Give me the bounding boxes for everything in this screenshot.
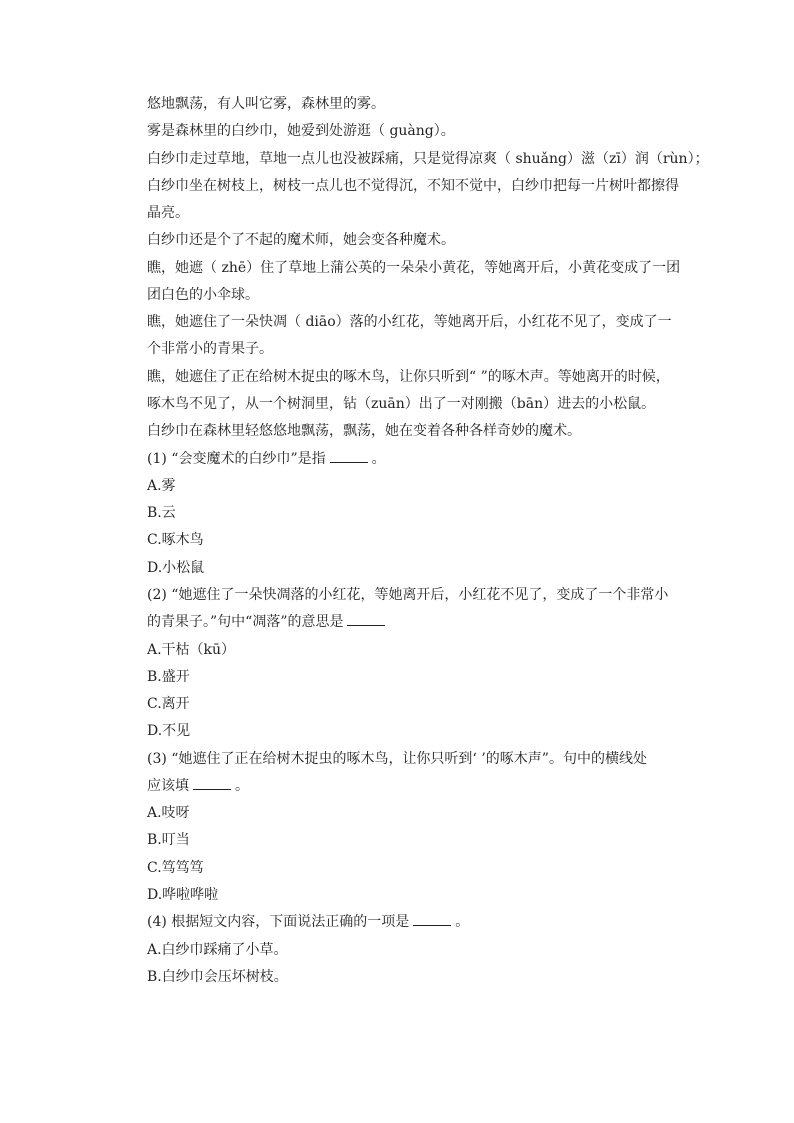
passage-line: 白纱巾在森林里轻悠悠地飘荡，飘荡，她在变着各种各样奇妙的魔术。 [147,423,581,439]
passage-line: 白纱巾走过草地，草地一点儿也没被踩痛，只是觉得凉爽（ shuǎng）滋（zī）润（rùn）； [147,151,709,167]
question-2-option-d: D.不见 [147,723,191,739]
question-4-option-b: B.白纱巾会压坏树枝。 [147,969,288,985]
answer-blank[interactable] [330,450,368,463]
passage-line: 悠地飘荡，有人叫它雾，森林里的雾。 [147,96,385,112]
question-1-option-a: A.雾 [147,478,176,494]
question-3-stem-line-1: (3) “她遮住了正在给树木捉虫的啄木鸟，让你只听到‘ ’的啄木声”。句中的横线处 [147,751,647,767]
passage-line: 个非常小的青果子。 [147,341,273,357]
passage-line: 啄木鸟不见了，从一个树洞里，钻（zuān）出了一对刚搬（bān）进去的小松鼠。 [147,396,656,412]
question-2-option-c: C.离开 [147,696,190,712]
question-3-option-c: C.笃笃笃 [147,860,204,876]
question-1-stem: (1) “会变魔术的白纱巾”是指 。 [147,451,386,467]
passage-line: 雾是森林里的白纱巾，她爱到处游逛（ guàng）。 [147,123,455,139]
passage-line: 瞧，她遮住了正在给树木捉虫的啄木鸟，让你只听到“ ”的啄木声。等她离开的时候， [147,369,670,385]
passage-line: 晶亮。 [147,205,189,221]
answer-blank[interactable] [413,913,451,926]
question-1-option-d: D.小松鼠 [147,560,205,576]
question-3-option-d: D.哗啦哗啦 [147,887,219,903]
question-2-stem-line-2: 的青果子。”句中“凋落”的意思是 [147,609,389,636]
question-3-stem-line-2: 应该填 。 [147,778,249,794]
answer-blank[interactable] [193,777,231,790]
question-4-option-a: A.白纱巾踩痛了小草。 [147,942,288,958]
passage-line: 团白色的小伞球。 [147,287,259,303]
question-2-option-b: B.盛开 [147,669,190,685]
question-3-option-b: B.叮当 [147,832,190,848]
answer-blank[interactable] [347,613,385,626]
passage-line: 白纱巾坐在树枝上，树枝一点儿也不觉得沉，不知不觉中，白纱巾把每一片树叶都擦得 [147,178,679,194]
question-2-stem-line-1: (2) “她遮住了一朵快凋落的小红花，等她离开后，小红花不见了，变成了一个非常小 [147,587,669,603]
question-3-option-a: A.吱呀 [147,805,190,821]
question-1-option-b: B.云 [147,505,176,521]
question-4-stem: (4) 根据短文内容，下面说法正确的一项是 。 [147,914,470,930]
passage-line: 瞧，她遮（ zhē）住了草地上蒲公英的一朵朵小黄花，等她离开后，小黄花变成了一团 [147,260,681,276]
question-1-option-c: C.啄木鸟 [147,532,204,548]
question-2-option-a: A.干枯（kū） [147,642,236,658]
passage-line: 瞧，她遮住了一朵快凋（ diāo）落的小红花，等她离开后，小红花不见了，变成了一 [147,314,672,330]
passage-line: 白纱巾还是个了不起的魔术师，她会变各种魔术。 [147,232,455,248]
